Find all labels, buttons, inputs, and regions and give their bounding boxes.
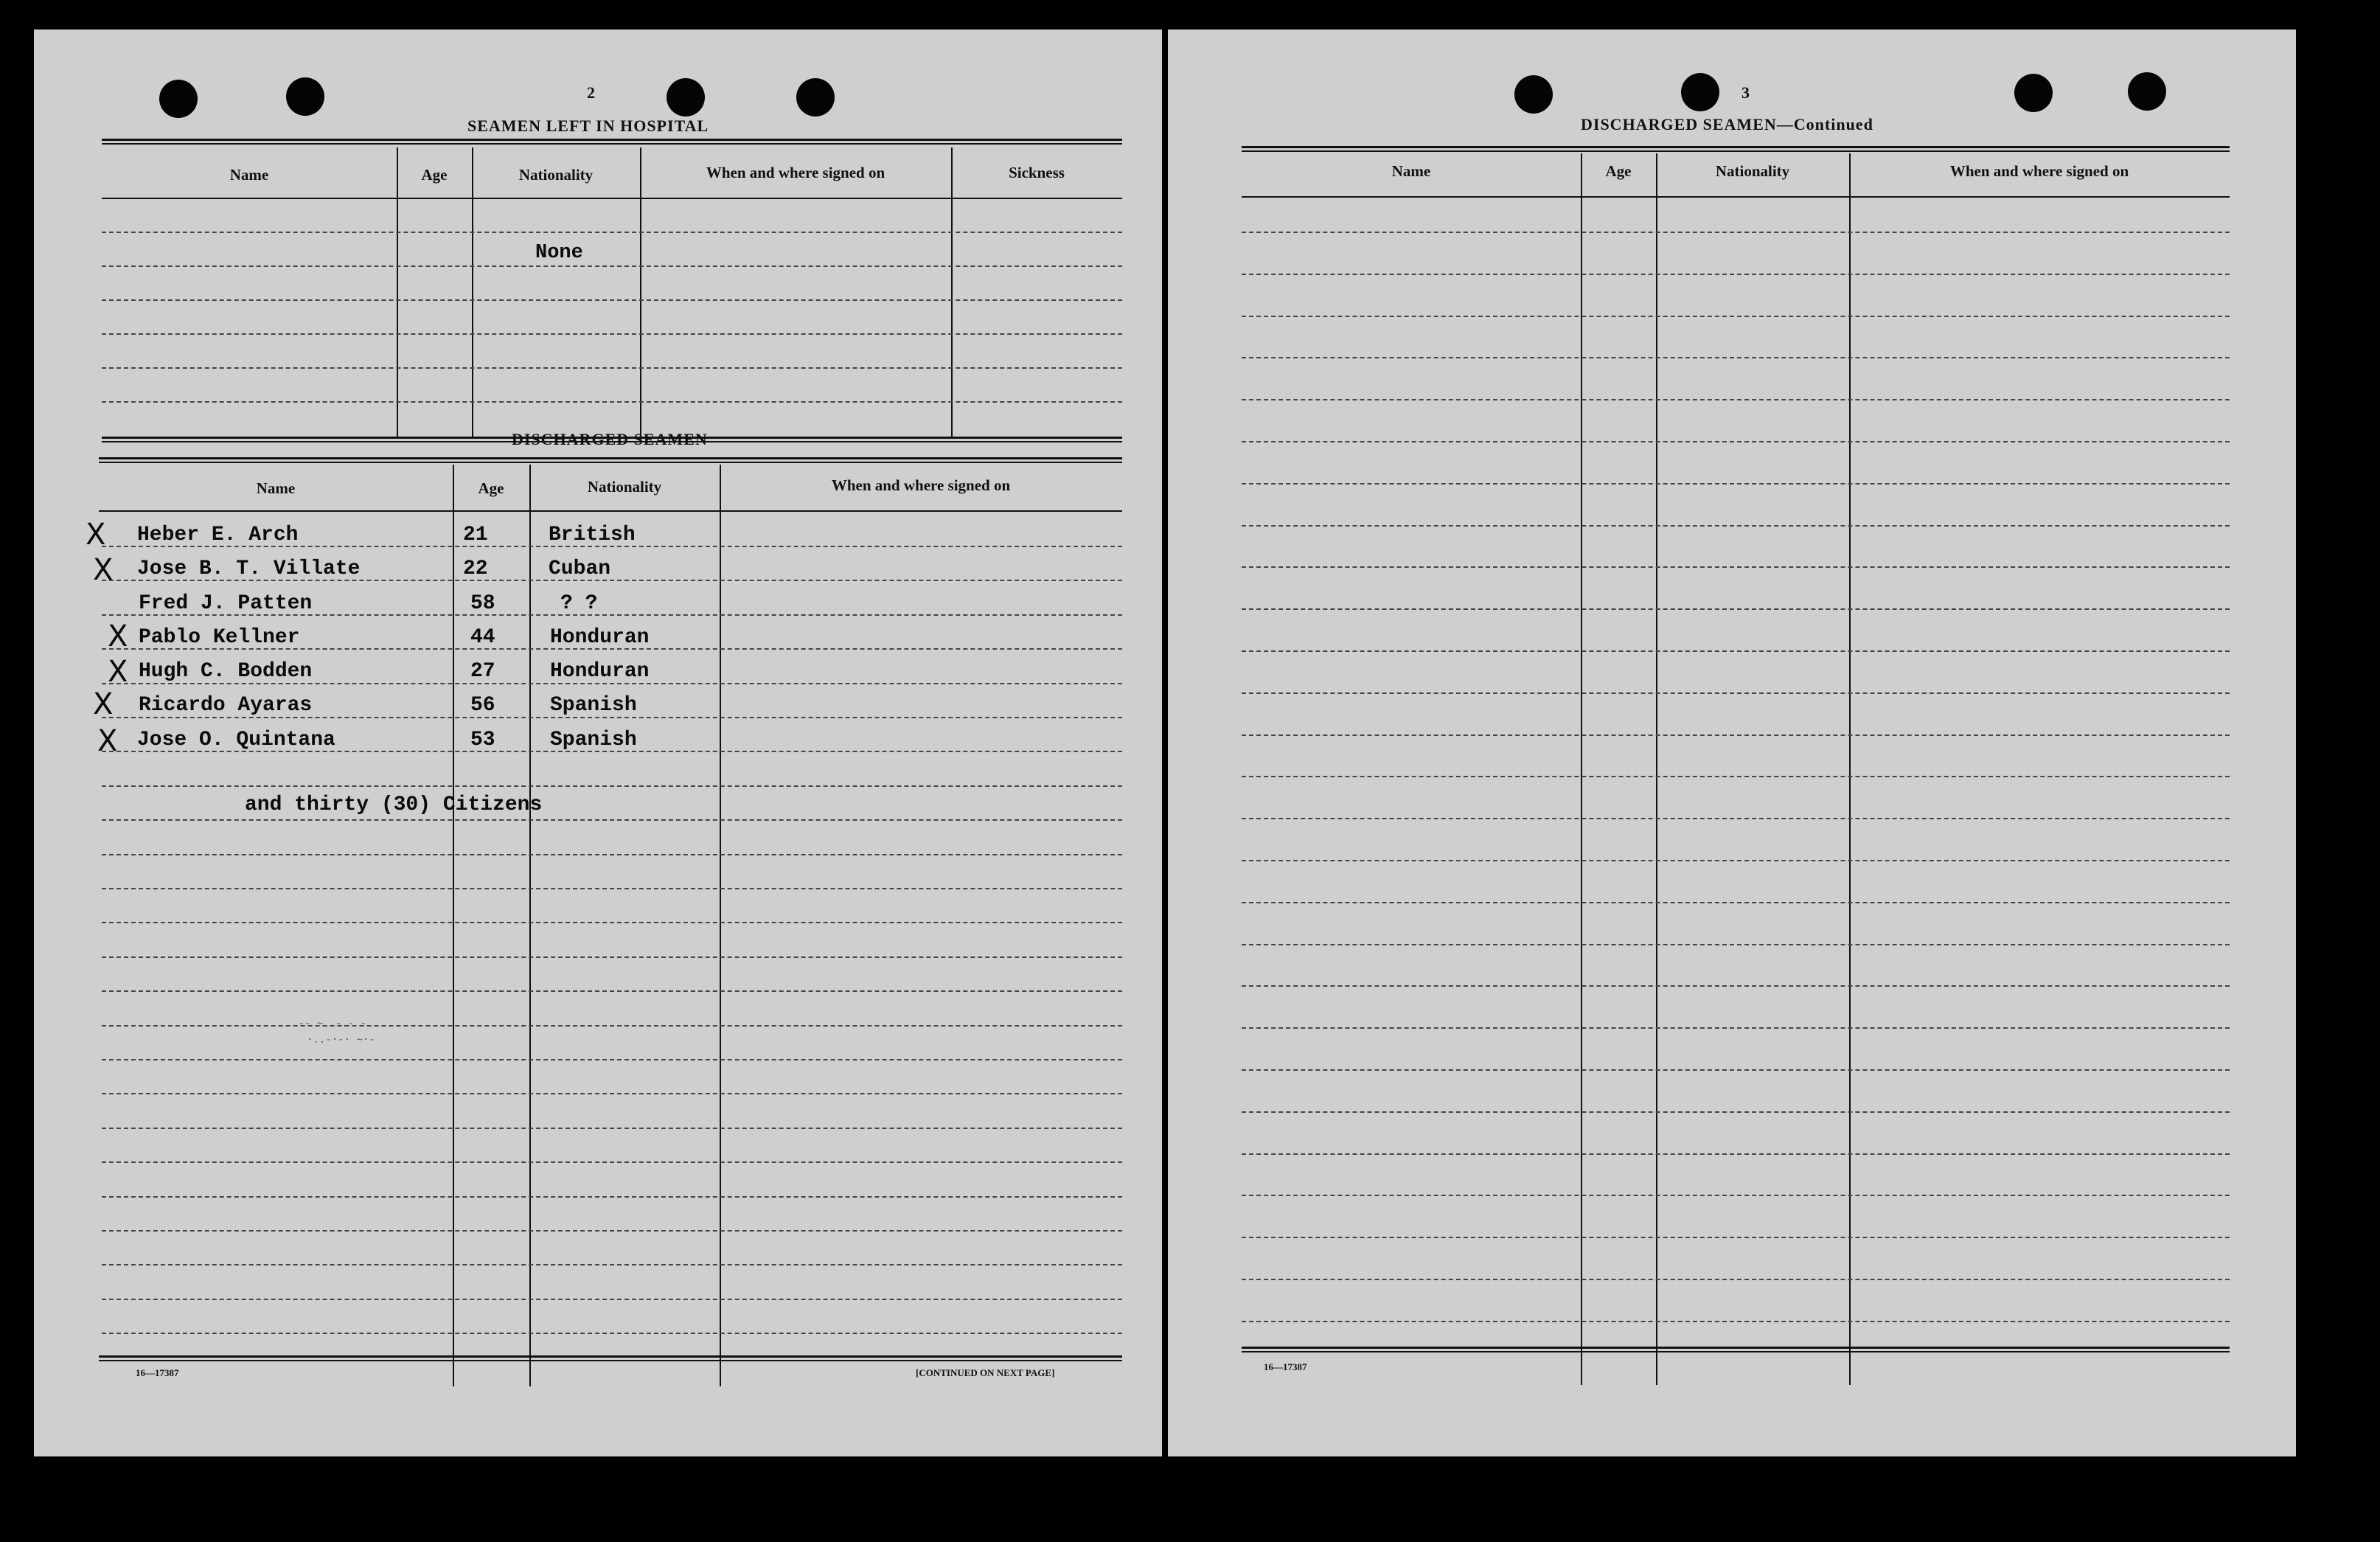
ruled-line <box>102 717 1122 718</box>
seaman-nationality: Spanish <box>550 729 637 751</box>
ruled-line <box>1242 274 2230 275</box>
seaman-age: 53 <box>470 729 495 751</box>
col-header-signed-on: When and where signed on <box>1949 162 2129 180</box>
ruled-line <box>102 751 1122 752</box>
seaman-age: 27 <box>470 660 495 683</box>
ruled-line <box>1242 525 2230 527</box>
col-header-nationality: Nationality <box>587 478 662 496</box>
seaman-nationality: British <box>549 524 636 546</box>
table-bottom-rule <box>99 1355 1122 1361</box>
discharged-section-title: DISCHARGED SEAMEN <box>512 430 708 448</box>
seaman-age: 58 <box>470 592 495 615</box>
seaman-nationality: Honduran <box>550 660 650 683</box>
ruled-line <box>1242 608 2230 610</box>
ruled-line <box>1242 1237 2230 1238</box>
right-page <box>1168 29 2296 1456</box>
col-header-nationality: Nationality <box>1715 162 1790 180</box>
ruled-line <box>102 854 1122 855</box>
punch-hole <box>286 77 324 116</box>
check-mark-icon: X <box>93 687 114 721</box>
col-header-age: Age <box>421 166 448 184</box>
punch-hole <box>2128 72 2166 111</box>
col-header-signed-on: When and where signed on <box>831 476 1011 494</box>
check-mark-icon: X <box>108 655 128 689</box>
seaman-nationality: ? ? <box>560 592 598 615</box>
citizens-note: and thirty (30) Citizens <box>245 793 543 816</box>
page-number: 3 <box>1741 83 1750 102</box>
form-number: 16—17387 <box>1264 1361 1307 1372</box>
ruled-line <box>102 683 1122 684</box>
ruled-line <box>102 1264 1122 1265</box>
ruled-line <box>102 1230 1122 1232</box>
punch-hole <box>1681 73 1719 111</box>
ruled-line <box>1242 1195 2230 1196</box>
check-mark-icon: X <box>108 619 128 653</box>
ruled-line <box>1242 399 2230 400</box>
ruled-line <box>1242 734 2230 736</box>
seaman-name: Fred J. Patten <box>139 592 313 615</box>
ruled-line <box>102 990 1122 992</box>
col-header-name: Name <box>229 166 269 184</box>
hospital-section-title: SEAMEN LEFT IN HOSPITAL <box>467 117 709 135</box>
ruled-line <box>102 819 1122 821</box>
ruled-line <box>1242 1027 2230 1029</box>
ruled-line <box>102 1025 1122 1027</box>
col-header-age: Age <box>1605 162 1632 180</box>
ruled-line <box>102 614 1122 616</box>
form-number: 16—17387 <box>136 1367 179 1378</box>
ink-smudge: .-- ~ .-.- - <box>292 1018 367 1029</box>
ruled-line <box>102 1093 1122 1094</box>
table-bottom-rule <box>1242 1347 2230 1352</box>
ruled-line <box>1242 1069 2230 1071</box>
seaman-name: Heber E. Arch <box>137 524 299 546</box>
seaman-nationality: Spanish <box>550 694 637 717</box>
seaman-name: Jose O. Quintana <box>137 729 335 751</box>
ruled-line <box>1242 1321 2230 1322</box>
continued-note: [CONTINUED ON NEXT PAGE] <box>916 1367 1055 1378</box>
ruled-line <box>1242 357 2230 358</box>
ruled-line <box>1242 483 2230 485</box>
seaman-name: Ricardo Ayaras <box>139 694 313 717</box>
ruled-line <box>102 956 1122 958</box>
ruled-line <box>1242 818 2230 819</box>
col-header-name: Name <box>256 479 296 497</box>
table-top-rule <box>102 139 1122 145</box>
ruled-line <box>102 1333 1122 1334</box>
col-header-nationality: Nationality <box>518 166 594 184</box>
seaman-age: 56 <box>470 694 495 717</box>
check-mark-icon: X <box>86 518 106 552</box>
seaman-age: 21 <box>463 524 488 546</box>
ruled-line <box>102 1128 1122 1129</box>
ruled-line <box>102 1196 1122 1198</box>
check-mark-icon: X <box>93 553 114 587</box>
ruled-line <box>1242 566 2230 568</box>
page-number: 2 <box>587 83 595 102</box>
punch-hole <box>796 78 835 117</box>
ruled-line <box>1242 650 2230 652</box>
ruled-line <box>1242 860 2230 861</box>
table-top-rule <box>99 457 1122 463</box>
seaman-nationality: Honduran <box>550 626 650 649</box>
ruled-line <box>102 648 1122 650</box>
table-top-rule <box>1242 146 2230 152</box>
col-header-signed-on: When and where signed on <box>706 164 885 181</box>
ruled-line <box>1242 316 2230 317</box>
ruled-line <box>1242 692 2230 694</box>
punch-hole <box>2014 74 2053 112</box>
punch-hole <box>667 78 705 117</box>
punch-hole <box>1514 75 1553 114</box>
ruled-line <box>102 888 1122 889</box>
ruled-line <box>1242 944 2230 945</box>
seaman-name: Pablo Kellner <box>139 626 300 649</box>
ruled-line <box>1242 1153 2230 1155</box>
seaman-age: 44 <box>470 626 495 649</box>
ruled-line <box>102 785 1122 787</box>
ruled-line <box>1242 1111 2230 1113</box>
col-header-age: Age <box>478 479 504 497</box>
ruled-line <box>102 580 1122 581</box>
ruled-line <box>1242 985 2230 987</box>
col-header-name: Name <box>1391 162 1431 180</box>
seaman-name: Jose B. T. Villate <box>137 558 361 580</box>
check-mark-icon: X <box>97 724 118 758</box>
left-page <box>34 29 1162 1456</box>
seaman-name: Hugh C. Bodden <box>139 660 313 683</box>
ruled-line <box>1242 902 2230 903</box>
ink-smudge: ·..-·-· ~·- <box>307 1034 375 1046</box>
ruled-line <box>102 546 1122 547</box>
seaman-age: 22 <box>463 558 488 580</box>
ruled-line <box>102 1161 1122 1163</box>
ruled-line <box>1242 441 2230 442</box>
hospital-entry: None <box>535 242 583 264</box>
punch-hole <box>159 80 198 118</box>
ruled-line <box>102 1299 1122 1300</box>
seaman-nationality: Cuban <box>549 558 611 580</box>
ruled-line <box>102 922 1122 923</box>
ruled-line <box>1242 232 2230 233</box>
ruled-line <box>1242 776 2230 777</box>
ruled-line <box>1242 1279 2230 1280</box>
ruled-line <box>102 1059 1122 1060</box>
col-header-sickness: Sickness <box>1009 164 1065 181</box>
discharged-continued-title: DISCHARGED SEAMEN—Continued <box>1581 115 1873 133</box>
